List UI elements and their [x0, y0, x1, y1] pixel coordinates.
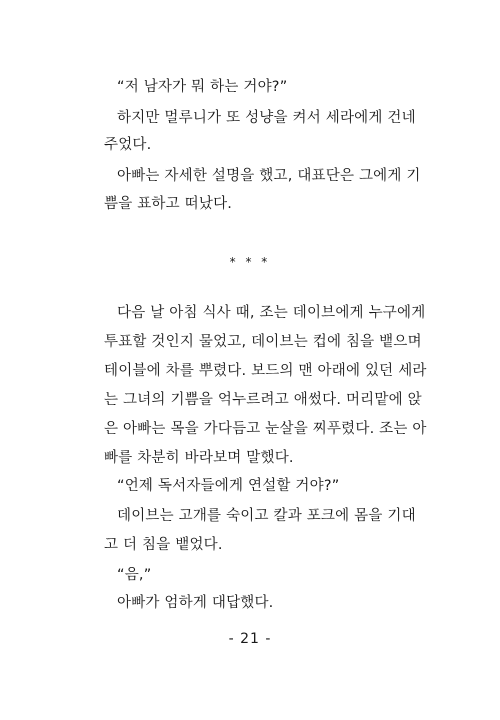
text-line: 쁨을 표하고 떠났다. — [104, 196, 233, 212]
text-line: 하지만 멀루니가 또 성냥을 켜서 세라에게 건네 — [117, 110, 416, 126]
text-line: 아빠가 엄하게 대답했다. — [117, 595, 274, 611]
text-line: 투표할 것인지 물었고, 데이브는 컵에 침을 뱉으며 — [104, 334, 422, 350]
text-line: 은 아빠는 목을 가다듬고 눈살을 찌푸렸다. 조는 아 — [104, 421, 427, 437]
text-line: 다음 날 아침 식사 때, 조는 데이브에게 누구에게 — [117, 305, 426, 321]
text-line: 테이블에 차를 뿌렸다. 보드의 맨 아래에 있던 세라 — [104, 363, 427, 379]
text-line: 데이브는 고개를 숙이고 칼과 포크에 몸을 기대 — [117, 508, 416, 524]
text-line: 아빠는 자세한 설명을 했고, 대표단은 그에게 기 — [117, 168, 421, 184]
text-line: 주었다. — [104, 137, 152, 153]
page-number: - 21 - — [228, 631, 272, 647]
text-line: 빠를 차분히 바라보며 말했다. — [104, 450, 294, 466]
text-line: “음,” — [117, 567, 152, 583]
text-line: “저 남자가 뭐 하는 거야?” — [117, 79, 288, 95]
text-line: “언제 독서자들에게 연설할 거야?” — [117, 478, 340, 494]
text-line: 는 그녀의 기쁨을 억누르려고 애썼다. 머리맡에 앉 — [104, 392, 422, 408]
text-line: 고 더 침을 뱉었다. — [104, 537, 223, 553]
section-separator: * * * — [229, 255, 271, 269]
